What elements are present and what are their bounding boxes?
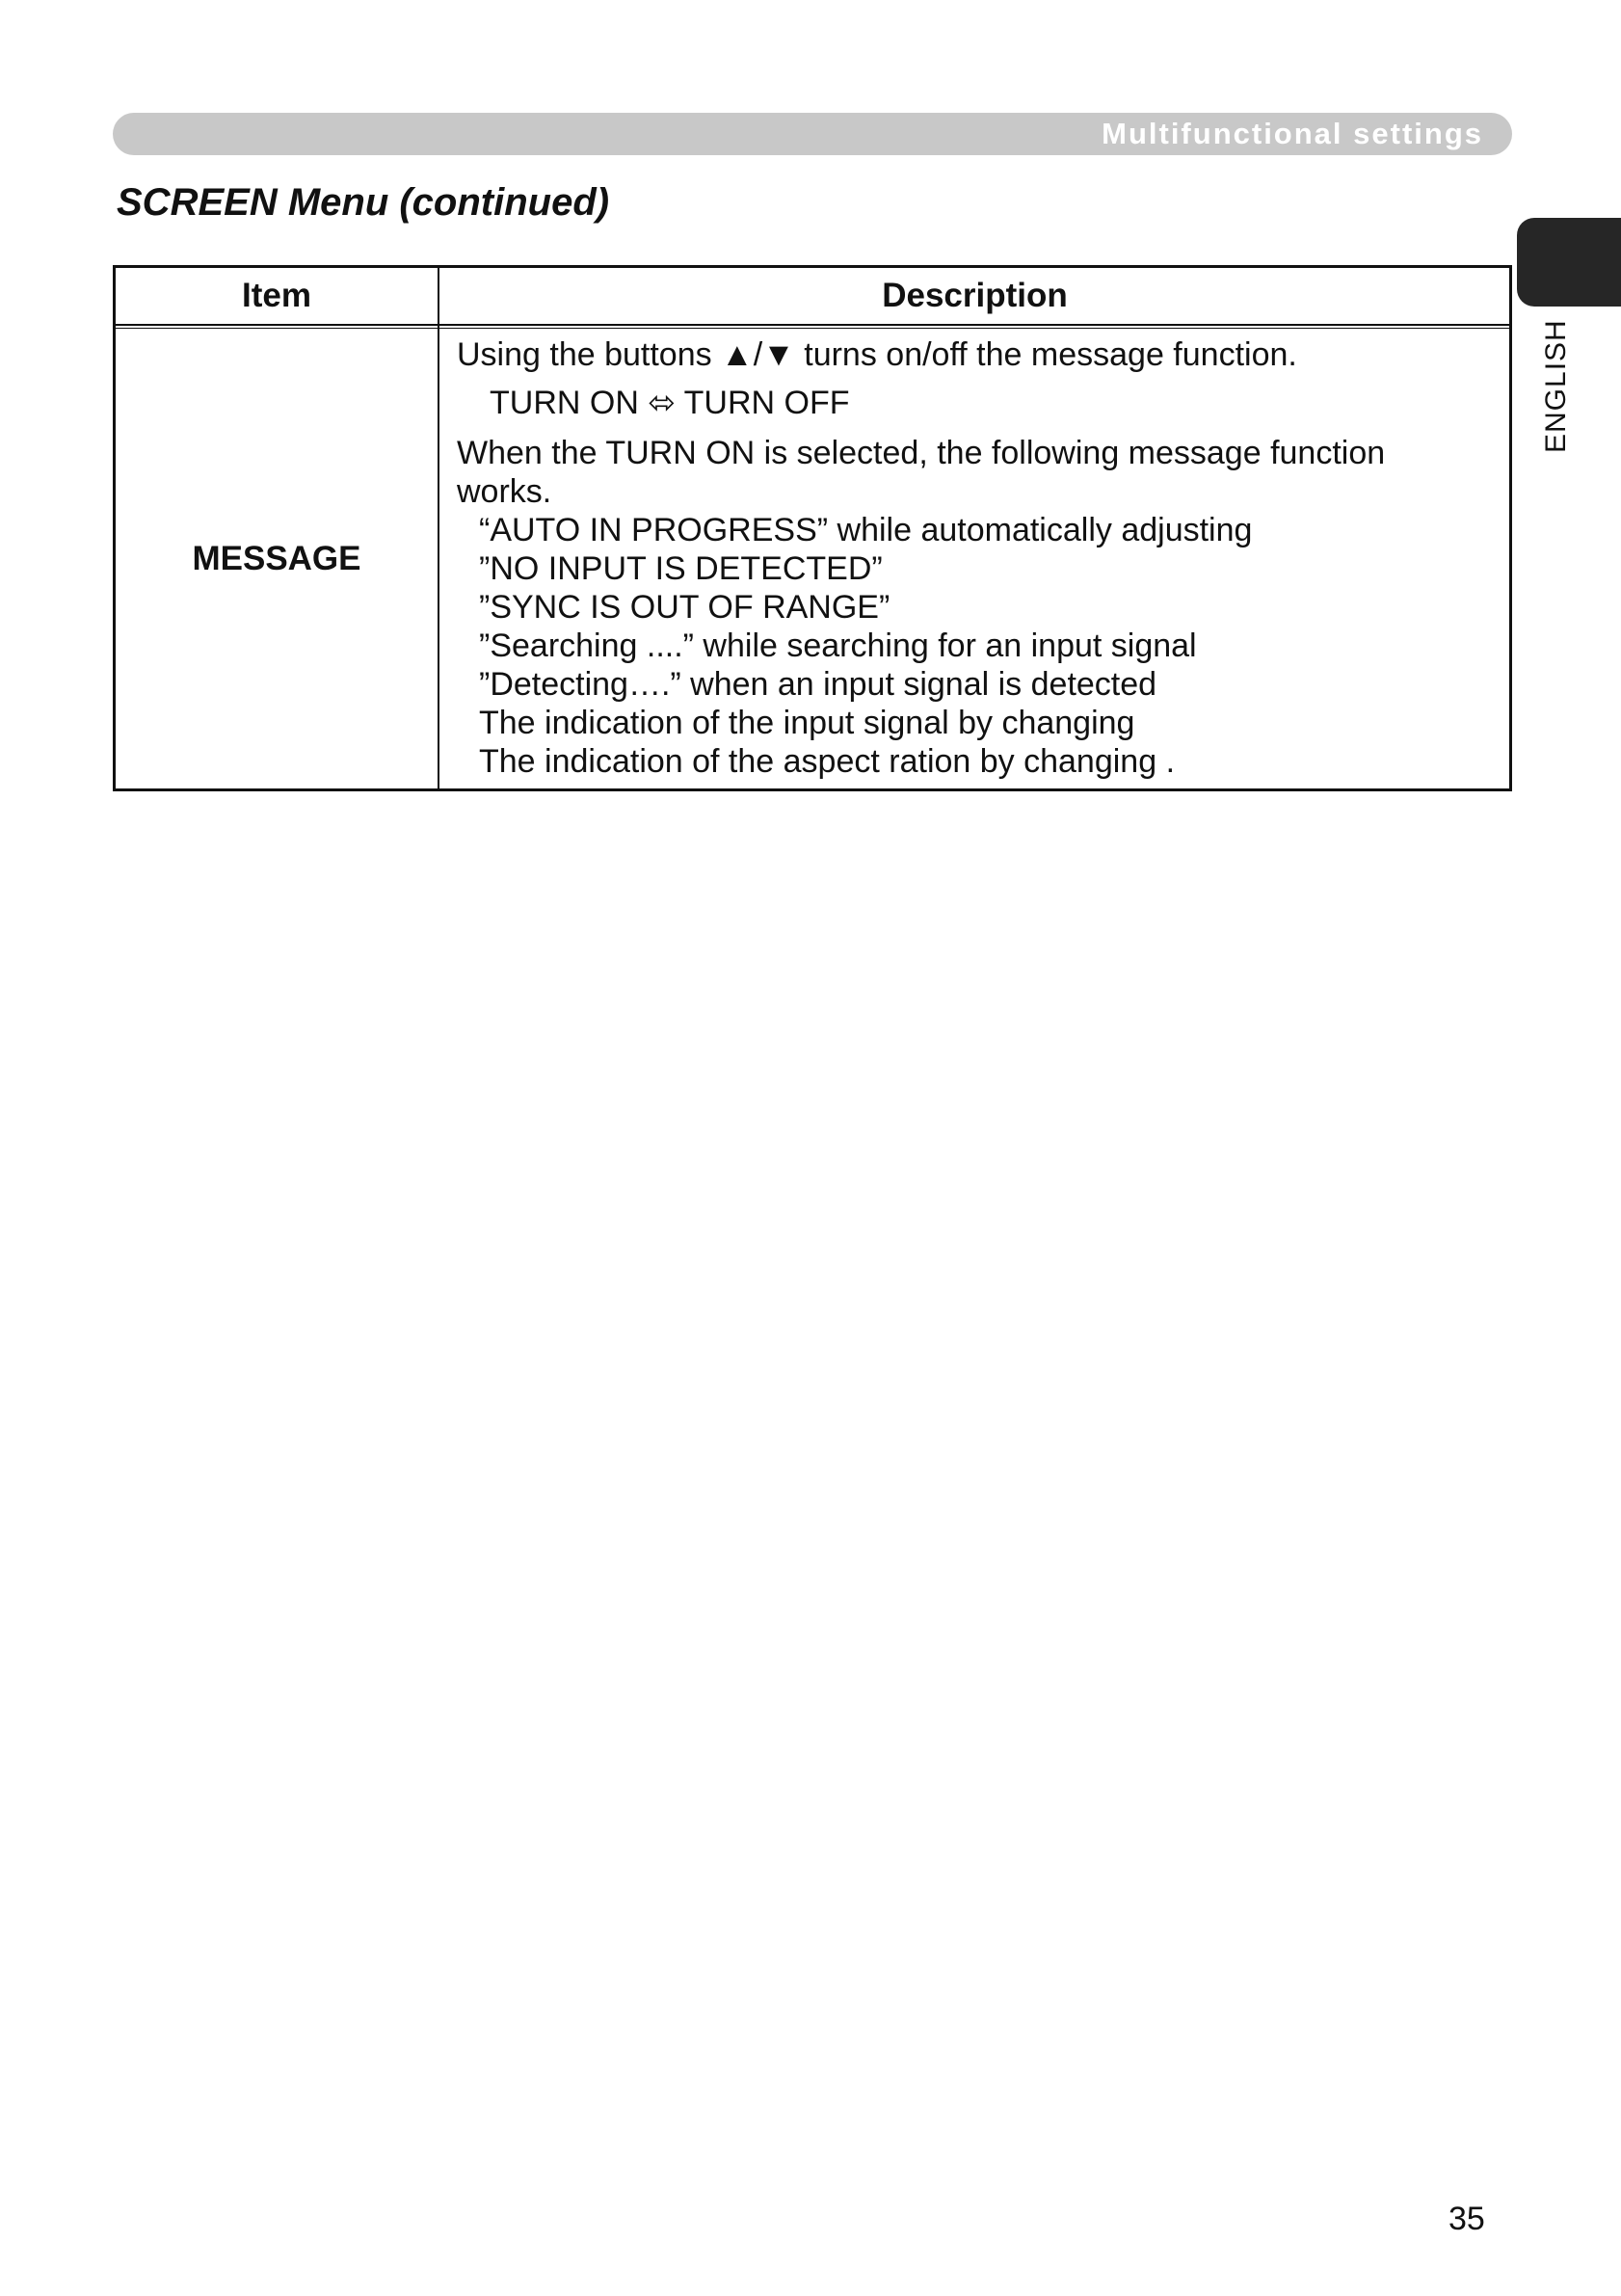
table-row-description-message bbox=[457, 335, 1498, 781]
settings-table bbox=[113, 265, 1512, 791]
section-header-bar bbox=[113, 113, 1512, 155]
page-number: 35 bbox=[1448, 2201, 1485, 2237]
description-intro: Using the buttons ▲/▼ turns on/off the message function. bbox=[457, 336, 1297, 373]
description-toggle: TURN ON ⬄ TURN OFF bbox=[490, 385, 850, 421]
description-when-line-2: works. bbox=[457, 473, 552, 510]
table-row-item-message: MESSAGE bbox=[192, 539, 361, 577]
message-list-item: ”Searching ....” while searching for an input signal bbox=[479, 627, 1197, 664]
page-title: SCREEN Menu (continued) bbox=[117, 181, 610, 224]
message-list-item: The indication of the aspect ration by changing . bbox=[479, 743, 1176, 780]
description-when-line-1: When the TURN ON is selected, the following message function bbox=[457, 435, 1386, 471]
message-list-item: ”Detecting….” when an input signal is detected bbox=[479, 666, 1157, 703]
table-header-item: Item bbox=[242, 277, 311, 314]
message-list-item: ”NO INPUT IS DETECTED” bbox=[479, 550, 883, 587]
message-list-item: “AUTO IN PROGRESS” while automatically adjusting bbox=[479, 512, 1253, 548]
header-divider bbox=[116, 324, 1509, 326]
language-label-text: ENGLISH bbox=[1540, 319, 1572, 453]
message-list-item: The indication of the input signal by changing bbox=[479, 705, 1135, 741]
section-header-label: Multifunctional settings bbox=[1102, 117, 1483, 150]
column-divider bbox=[438, 268, 439, 788]
table-header-description: Description bbox=[882, 277, 1068, 314]
message-list-item: ”SYNC IS OUT OF RANGE” bbox=[479, 589, 890, 626]
language-tab bbox=[1517, 218, 1621, 307]
